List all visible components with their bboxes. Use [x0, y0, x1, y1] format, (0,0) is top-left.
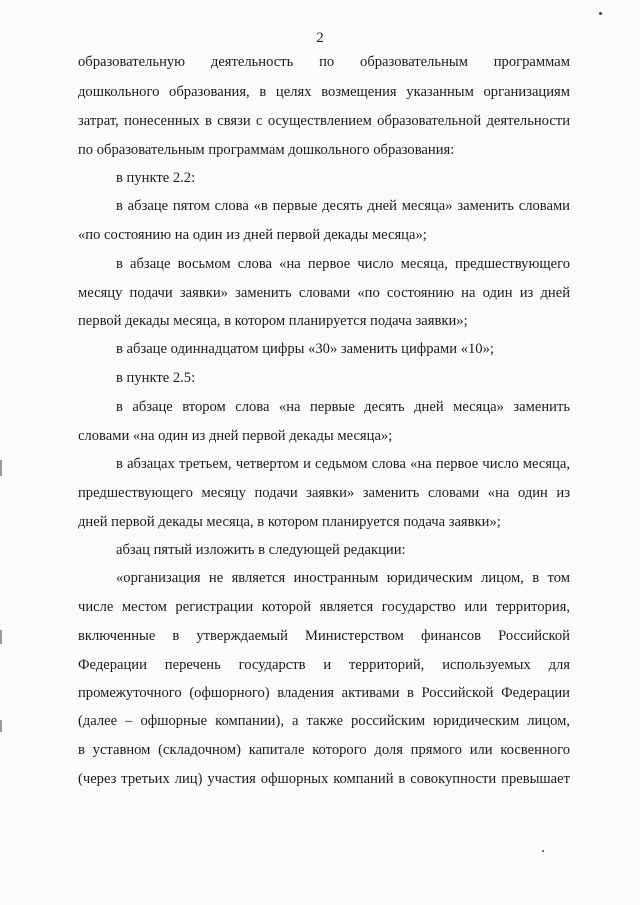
text-line: «по состоянию на один из дней первой декады месяца»; — [78, 227, 427, 243]
text-line: по образовательным программам дошкольного образования: — [78, 142, 455, 158]
text-line: включенные в утверждаемый Министерством финансов Российской — [78, 628, 570, 644]
scan-speck — [599, 12, 602, 15]
text-line: в абзацах третьем, четвертом и седьмом слова «на первое число месяца, — [116, 456, 570, 472]
text-line: образовательную деятельность по образовательным программам — [78, 54, 570, 70]
text-line: первой декады месяца, в котором планируется подача заявки»; — [78, 313, 468, 329]
text-line: промежуточного (офшорного) владения активами в Российской Федерации — [78, 685, 570, 701]
text-line: в абзаце восьмом слова «на первое число месяца, предшествующего — [116, 256, 570, 272]
text-line: (далее – офшорные компании), а также российским юридическим лицом, — [78, 713, 570, 729]
text-line: (через третьих лиц) участия офшорных компаний в совокупности превышает — [78, 771, 570, 787]
text-line: в пункте 2.5: — [116, 370, 196, 386]
text-line: дошкольного образования, в целях возмещения указанным организациям — [78, 84, 570, 100]
text-line: в абзаце втором слова «на первые десять дней месяца» заменить — [116, 399, 570, 415]
text-line: в пункте 2.2: — [116, 170, 196, 186]
text-line: в уставном (складочном) капитале которого доля прямого или косвенного — [78, 742, 570, 758]
text-line: числе местом регистрации которой является государство или территория, — [78, 599, 570, 615]
text-line: «организация не является иностранным юридическим лицом, в том — [116, 570, 570, 586]
scan-edge-mark — [0, 460, 2, 476]
scan-speck — [542, 850, 544, 852]
text-line: дней первой декады месяца, в котором планируется подача заявки»; — [78, 514, 501, 530]
text-line: месяцу подачи заявки» заменить словами «по состоянию на один из дней — [78, 285, 570, 301]
scan-edge-mark — [0, 630, 2, 644]
text-line: предшествующего месяцу подачи заявки» заменить словами «на один из — [78, 485, 570, 501]
scan-edge-mark — [0, 720, 2, 732]
page-number: 2 — [316, 30, 324, 46]
text-line: абзац пятый изложить в следующей редакции: — [116, 542, 406, 558]
text-line: в абзаце пятом слова «в первые десять дней месяца» заменить словами — [116, 198, 570, 214]
text-line: в абзаце одиннадцатом цифры «30» заменить цифрами «10»; — [116, 341, 494, 357]
text-line: Федерации перечень государств и территорий, используемых для — [78, 657, 570, 673]
text-line: затрат, понесенных в связи с осуществлением образовательной деятельности — [78, 113, 570, 129]
text-line: словами «на один из дней первой декады месяца»; — [78, 428, 393, 444]
